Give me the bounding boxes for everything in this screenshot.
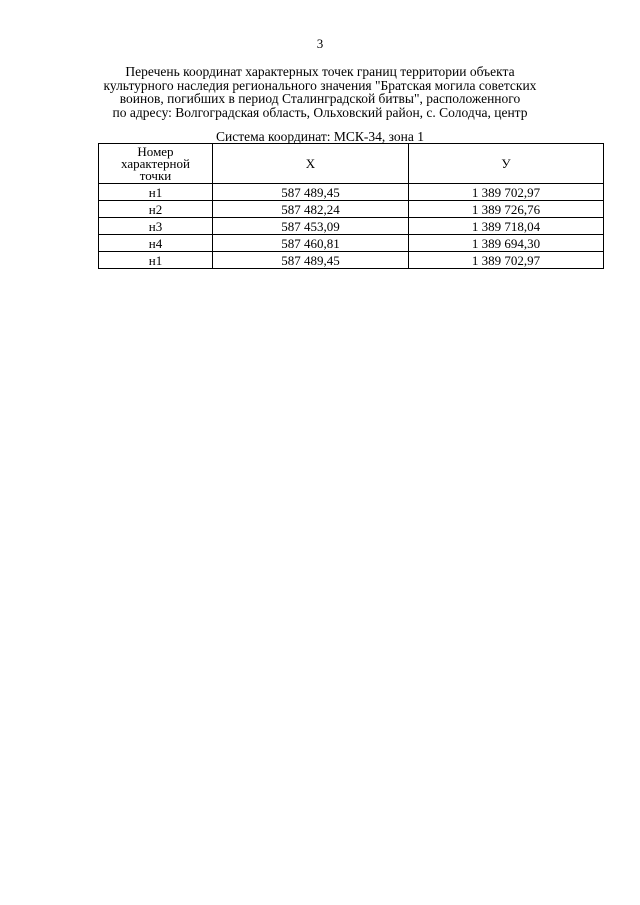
cell-y: 1 389 702,97 [409,252,604,269]
table-header-row [99,144,604,184]
title-line-2: культурного наследия регионального значения "Братская могила советских [103,77,537,93]
coordinates-table [98,143,604,269]
page-number: 3 [316,36,324,51]
cell-point: н4 [99,235,213,252]
cell-x: 587 460,81 [213,235,409,252]
cell-point: н1 [99,184,213,201]
title-line-3: воинов, погибших в период Сталинградской битвы", расположенного [119,91,521,106]
header-y: У [409,144,604,184]
cell-x: 587 489,45 [213,184,409,201]
document-title [90,65,550,119]
header-point-line-1: Номер [137,143,174,159]
title-line-1: Перечень координат характерных точек границ территории объекта [125,64,515,79]
table-row [99,218,604,235]
header-point-number [99,144,213,184]
cell-point: н1 [99,252,213,269]
table-row [99,252,604,269]
cell-point: н2 [99,201,213,218]
cell-y: 1 389 726,76 [409,201,604,218]
header-point-line-3: точки [139,167,172,183]
cell-y: 1 389 702,97 [409,184,604,201]
cell-y: 1 389 694,30 [409,235,604,252]
cell-x: 587 453,09 [213,218,409,235]
title-line-4: по адресу: Волгоградская область, Ольховский район, с. Солодча, центр [112,104,528,120]
coordinate-system-label: Система координат: МСК-34, зона 1 [216,129,424,144]
cell-point: н3 [99,218,213,235]
cell-y: 1 389 718,04 [409,218,604,235]
cell-x: 587 482,24 [213,201,409,218]
header-point-line-2: характерной [121,155,190,171]
header-x: X [213,144,409,184]
table-row [99,184,604,201]
cell-x: 587 489,45 [213,252,409,269]
table-row [99,201,604,218]
table-row [99,235,604,252]
